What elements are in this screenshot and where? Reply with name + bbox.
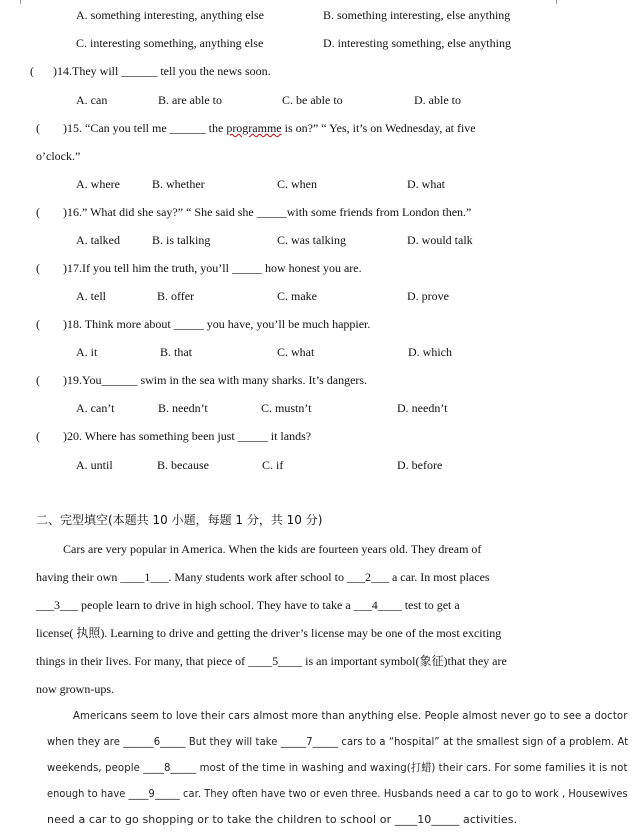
passage-text: weekends, people ____8_____ most of the time in washing and waxing(打蜡) their cars. For some families it is not [47,761,628,774]
stem-word-flagged: programme [226,121,282,135]
passage-text: need a car to go shopping or to take the children to school or ____10_____ activities. [47,813,518,826]
answer-paren: ( [36,121,40,135]
option-a: A. can’t [76,401,115,415]
option-b: B. that [160,345,192,359]
passage-line [0,809,633,831]
q13-option-b: B. something interesting, else anything [323,8,511,22]
question-15 [0,117,633,139]
question-18-options [0,341,633,363]
passage-line [0,594,633,616]
option-c: C. what [277,345,315,359]
q13-option-c: C. interesting something, anything else [76,36,264,50]
answer-paren: ( [36,261,40,275]
passage-text: Americans seem to love their cars almost more than anything else. People almost never go to see a doctor [73,709,628,722]
option-d: D. prove [407,289,449,303]
option-c: C. if [262,458,284,472]
q13-option-d: D. interesting something, else anything [323,36,511,50]
answer-paren: ( [30,64,34,78]
answer-paren: ( [36,373,40,387]
passage-line [0,678,633,700]
question-20 [0,425,633,447]
option-d: D. would talk [407,233,473,247]
question-stem [63,117,476,139]
question-stem: )20. Where has something been just _____ it lands? [63,429,312,443]
question-19-options [0,397,633,419]
option-d: D. able to [414,93,461,107]
answer-paren: ( [36,205,40,219]
question-16-options [0,229,633,251]
question-18 [0,313,633,335]
passage-line [0,731,633,753]
option-d: D. before [397,458,443,472]
section-heading-text: 二、完型填空(本题共 10 小题，每题 1 分，共 10 分) [36,513,323,527]
passage-line [0,622,633,644]
option-c: C. was talking [277,233,346,247]
option-a: A. until [76,458,113,472]
question-stem: )14.They will ______ tell you the news soon. [53,64,271,78]
passage-text: having their own ____1___. Many students work after school to ___2___ a car. In most places [36,570,490,584]
passage-line [0,783,633,805]
passage-text: now grown-ups. [36,682,114,696]
question-stem: )18. Think more about _____ you have, you’ll be much happier. [63,317,371,331]
passage-line [0,757,633,779]
question-stem: )19.You______ swim in the sea with many sharks. It’s dangers. [63,373,368,387]
option-b: B. needn’t [158,401,208,415]
option-d: D. which [408,345,452,359]
question-15-cont [0,145,633,167]
question-stem-continued: o’clock.” [36,149,81,163]
option-a: A. tell [76,289,106,303]
passage-text: ___3___ people learn to drive in high school. They have to take a ___4____ test to get a [36,598,460,612]
option-c: C. when [277,177,317,191]
option-a: A. talked [76,233,120,247]
question-20-options [0,454,633,476]
passage-text: when they are ______6_____ But they will take _____7_____ cars to a “hospital” at the smallest sign of a problem. At [47,735,629,748]
option-b: B. because [157,458,209,472]
passage-text: Cars are very popular in America. When the kids are fourteen years old. They dream of [63,542,482,556]
question-15-options [0,173,633,195]
q13-options-row2 [0,32,633,54]
answer-paren: ( [36,429,40,443]
passage-text: enough to have ____9_____ car. They often have two or even three. Husbands need a car to go to work , Housewives [47,787,628,800]
option-b: B. offer [157,289,195,303]
question-19 [0,369,633,391]
section-heading [0,509,633,531]
question-14 [0,60,633,82]
option-b: B. are able to [158,93,222,107]
question-17-options [0,285,633,307]
option-b: B. whether [152,177,205,191]
question-17 [0,257,633,279]
passage-line [0,650,633,672]
stem-text: )15. “Can you tell me ______ the [63,121,227,135]
option-a: A. it [76,345,98,359]
passage-line [0,538,633,560]
option-c: C. make [277,289,317,303]
passage-line [0,566,633,588]
question-16 [0,201,633,223]
q13-options-row1 [0,4,633,26]
stem-text: is on?” “ Yes, it’s on Wednesday, at five [281,121,476,135]
answer-paren: ( [36,317,40,331]
question-14-options [0,89,633,111]
option-a: A. can [76,93,108,107]
question-stem: )16.” What did she say?” “ She said she _____with some friends from London then.” [63,205,472,219]
option-a: A. where [76,177,120,191]
question-stem: )17.If you tell him the truth, you’ll _____ how honest you are. [63,261,362,275]
passage-text: things in their lives. For many, that piece of ____5____ is an important symbol(象征)that they are [36,654,507,668]
option-d: D. needn’t [397,401,448,415]
option-b: B. is talking [152,233,211,247]
option-c: C. be able to [282,93,343,107]
option-c: C. mustn’t [261,401,312,415]
passage-line [0,705,633,727]
passage-text: license( 执照). Learning to drive and getting the driver’s license may be one of the most exciting [36,626,502,640]
option-d: D. what [407,177,445,191]
q13-option-a: A. something interesting, anything else [76,8,264,22]
